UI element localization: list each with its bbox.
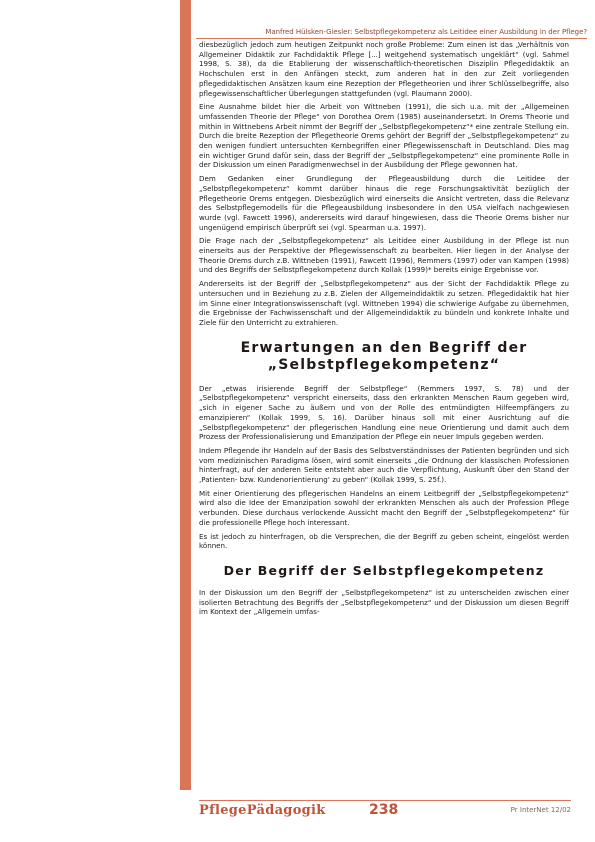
body-paragraph: In der Diskussion um den Begriff der „Selbstpflegekompetenz“ ist zu unterscheiden zwischen einer isolierten Betrachtung des Begriffs der „Selbstpflegekompetenz“ und der Diskussion um diesen Begriff im Kontext der „Allgemein umfas- — [199, 587, 569, 617]
body-paragraph: Mit einer Orientierung des pflegerischen Handelns an einem Leitbegriff der „Selbstpflegekompetenz“ wird also die Idee der Emanzipation sowohl der erkrankten Menschen als auch der Profession Pflege verbunden. Diese durchaus verlockende Aussicht macht den Begriff der „Selbstpflegekompetenz“ für die professionelle Pflege hoch interessant. — [199, 488, 569, 527]
magazine-logo: PflegePädagogik — [199, 803, 326, 818]
section-heading-concept: Der Begriff der Selbstpflegekompetenz — [223, 562, 545, 578]
section-heading-expectations — [199, 340, 569, 374]
body-paragraph: diesbezüglich jedoch zum heutigen Zeitpunkt noch große Probleme: Zum einen ist das „Verhältnis von Allgemeiner Didaktik zur Fachdidaktik Pflege [...] weitgehend systematisch ungeklärt“ (vgl. Sahmel 1998, S. 38), da die Etablierung der wissenschaftlich-theoretischen Disziplin Pflegedidaktik an Hochschulen erst in den Anfängen steckt, zum anderen hat in den zur Zeit vorliegenden pflegedidaktischen Ansätzen kaum eine Rezeption der Pflegetheorien und ihrer Schlüsselbegriffe, also pflegewissenschaftlicher Überlegungen stattgefunden (vgl. Plaumann 2000). — [199, 40, 569, 98]
issue-label: Pr InterNet 12/02 — [510, 806, 571, 814]
body-paragraph: Eine Ausnahme bildet hier die Arbeit von Wittneben (1991), die sich u.a. mit der „Allgemeinen umfassenden Theorie der Pflege“ von Dorothea Orem (1985) auseinandersetzt. In Orems Theorie und mithin in Wittnebens Arbeit nimmt der Begriff der „Selbstpflegekompetenz“* eine zentrale Stellung ein. Durch die breite Rezeption der Pflegetheorie Orems gehört der Begriff der „Selbstpflegekompetenz“ zu den wenigen fundiert untersuchten Kernbegriffen einer Pflegewissenschaft in Deutschland. Dies mag ein wichtiger Grund dafür sein, dass der Begriff der „Selbstpflegekompetenz“ eine prominente Rolle in der Diskussion um einen Paradigmenwechsel in der Ausbildung der Pflege gewonnen hat. — [199, 102, 569, 170]
body-paragraph: Dem Gedanken einer Grundlegung der Pflegeausbildung durch die Leitidee der „Selbstpflegekompetenz“ kommt darüber hinaus die rege Forschungsaktivität bezüglich der Pflegetheorie Orems entgegen. Diesbezüglich wird einerseits die Ansicht vertreten, dass die Relevanz des Selbstpflegemodells für die Pflegeausbildung insbesondere in den USA vielfach nachgewiesen wurde (vgl. Fawcett 1996), andererseits wird darauf hingewiesen, dass die Theorie Orems bisher nur ungenügend empirisch überprüft sei (vgl. Spearman u.a. 1997). — [199, 174, 569, 232]
body-paragraph: Es ist jedoch zu hinterfragen, ob die Versprechen, die der Begriff zu geben scheint, eingelöst werden können. — [199, 531, 569, 551]
body-paragraph: Indem Pflegende ihr Handeln auf der Basis des Selbstverständnisses der Patienten begründen und sich vom medizinischen Paradigma lösen, wird somit einerseits „die Ordnung der klassischen Professionen hinterfragt, auf der anderen Seite entsteht aber auch die Verpflichtung, Auskunft über den Stand der ‚Patienten- bzw. Kundenorientierung‘ zu geben“ (Kollak 1999, S. 25f.). — [199, 445, 569, 485]
section-heading-line: Erwartungen an den Begriff der — [240, 339, 528, 356]
section-heading-line: „Selbstpflegekompetenz“ — [267, 356, 501, 373]
page-number: 238 — [369, 802, 399, 818]
page-footer — [199, 800, 571, 823]
running-header: Manfred Hülsken-Giesler: Selbstpflegekompetenz als Leitidee einer Ausbildung in der Pflege? — [196, 28, 587, 39]
accent-stripe — [180, 0, 191, 790]
article-column — [199, 40, 569, 782]
body-paragraph: Die Frage nach der „Selbstpflegekompetenz“ als Leitidee einer Ausbildung in der Pflege ist nun einerseits aus der Perspektive der Pflegewissenschaft zu bearbeiten. Hier liegen in der Analyse der Theorie Orems durch z.B. Wittneben (1991), Fawcett (1996), Remmers (1997) oder van Kampen (1998) und des Begriffs der Selbstpflegekompetenz durch Kollak (1999)* bereits einige Ergebnisse vor. — [199, 236, 569, 275]
body-paragraph: Der „etwas irisierende Begriff der Selbstpflege“ (Remmers 1997, S. 78) und der „Selbstpflegekompetenz“ verspricht einerseits, dass den erkrankten Menschen Raum gegeben wird, „sich in eigener Sache zu äußern und von der Rolle des entmündigten Hilfeempfängers zu emanzipieren“ (Kollak 1999, S. 16). Darüber hinaus soll mit einer Ausrichtung auf die „Selbstpflegekompetenz“ der pflegerischen Handlung eine neue Orientierung und damit auch dem Prozess der Professionalisierung und Emanzipation der Pflege ein neuer Impuls gegeben werden. — [199, 383, 569, 442]
body-paragraph: Andererseits ist der Begriff der „Selbstpflegekompetenz“ aus der Sicht der Fachdidaktik Pflege zu untersuchen und in Beziehung zu z.B. Zielen der Allgemeindidaktik zu setzen. Pflegedidaktik hat hier im Sinne einer Integrationswissenschaft (vgl. Wittneben 1994) die schwierige Aufgabe zu übernehmen, die Ergebnisse der Fachwissenschaft und der Allgemeindidaktik zu bündeln und konkrete Inhalte und Ziele für den Unterricht zu extrahieren. — [199, 279, 569, 327]
